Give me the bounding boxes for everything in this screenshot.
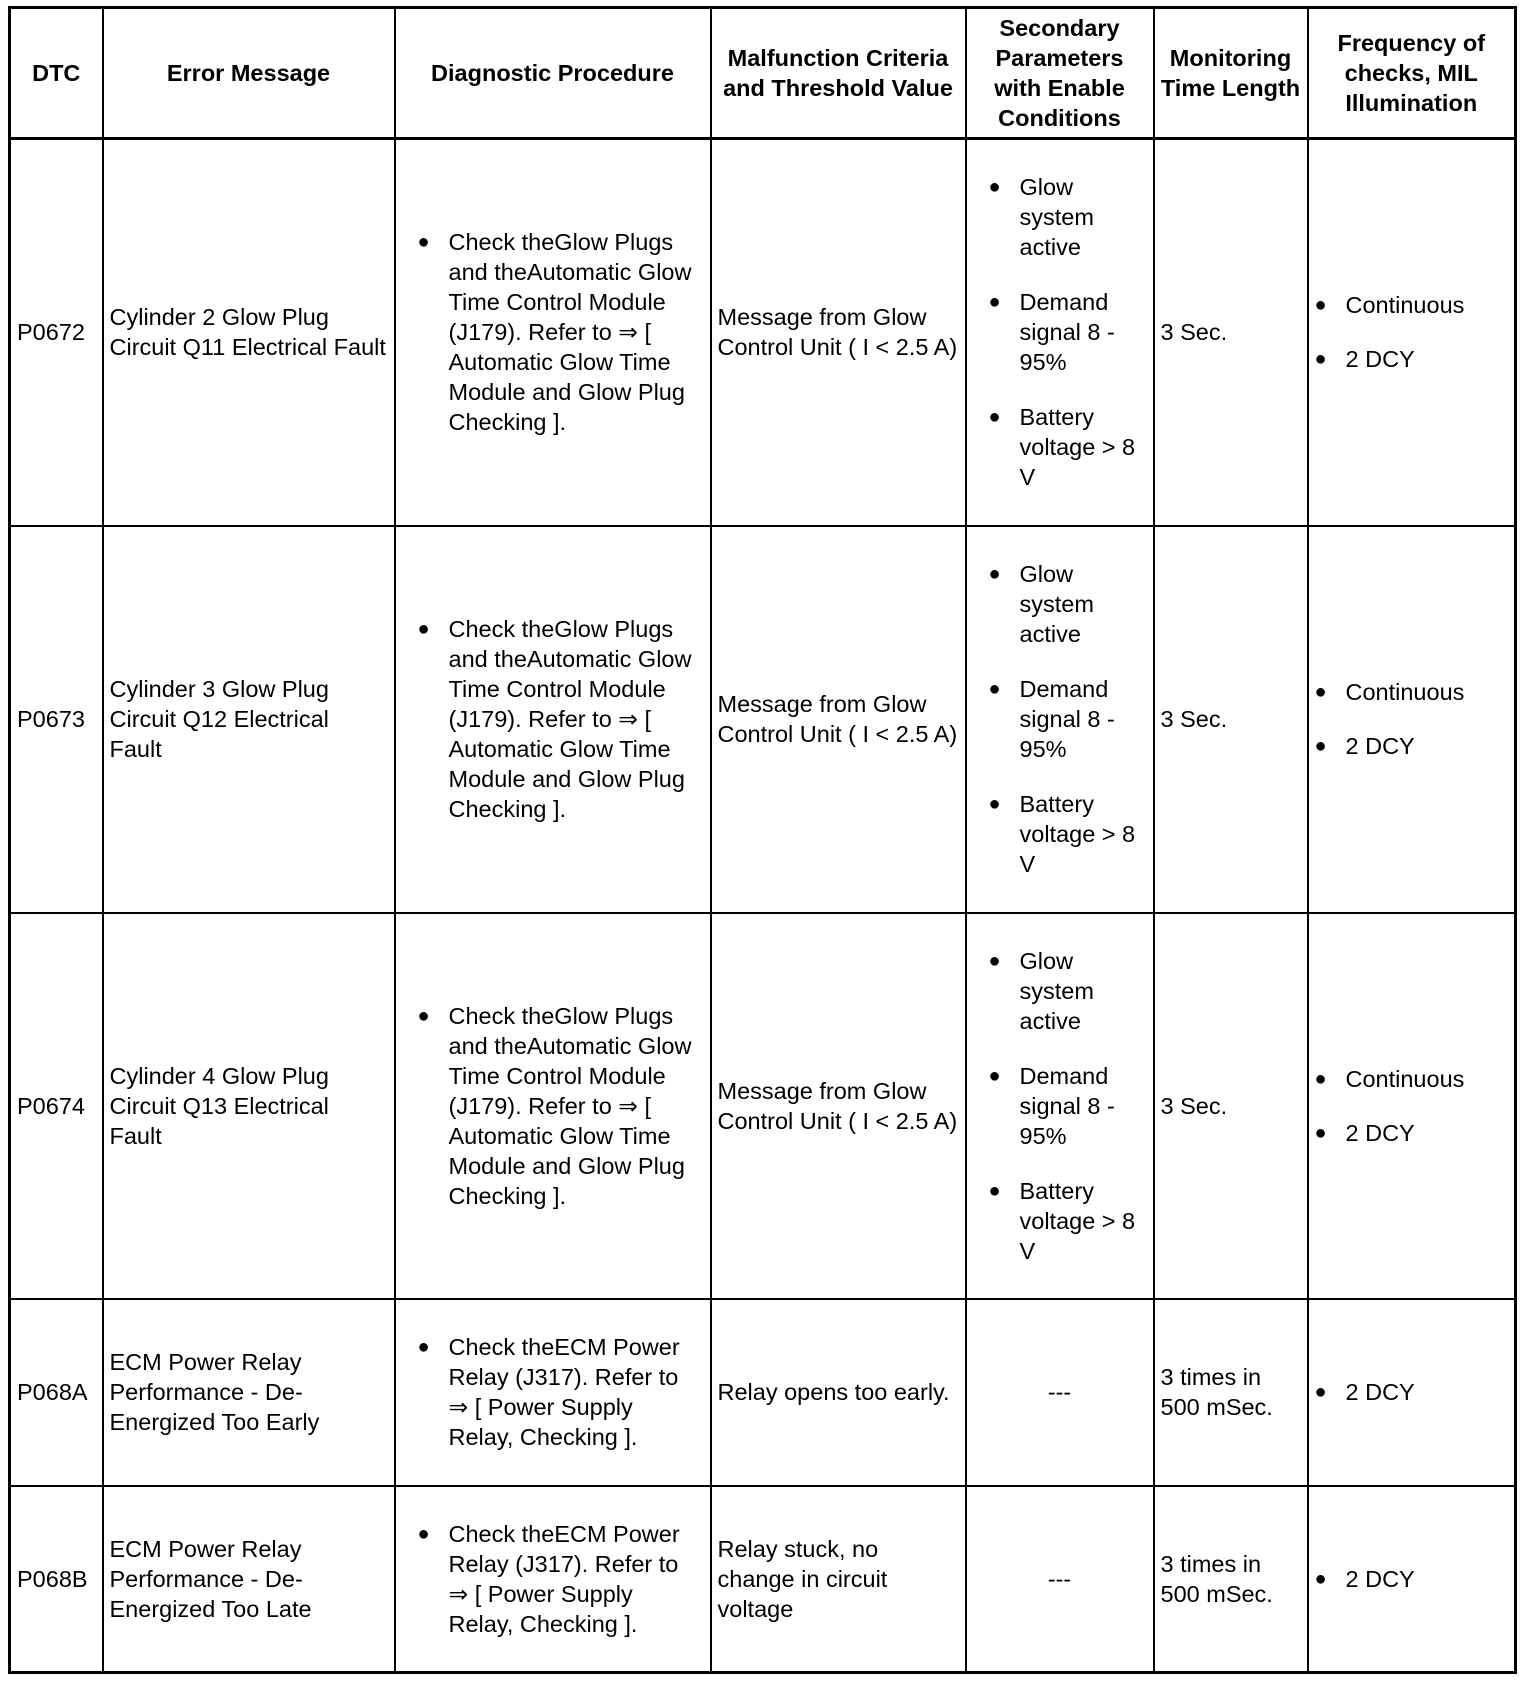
dtc-code: P0673 bbox=[10, 526, 103, 913]
header-malfunction-criteria: Malfunction Criteria and Threshold Value bbox=[711, 8, 966, 139]
secondary-item: ● Demand signal 8 - 95% bbox=[989, 287, 1147, 377]
diagnostic-procedure bbox=[395, 1486, 711, 1673]
secondary-parameters bbox=[966, 139, 1154, 526]
frequency bbox=[1308, 913, 1516, 1300]
procedure-item: ● Check theGlow Plugs and theAutomatic Glow Time Control Module (J179). Refer to ⇒ [ Automatic Glow Time Module and Glow Plug Checking ]. bbox=[418, 614, 704, 824]
malfunction-criteria: Message from Glow Control Unit ( I < 2.5 A) bbox=[711, 526, 966, 913]
diagnostic-procedure bbox=[395, 526, 711, 913]
secondary-list bbox=[973, 172, 1147, 492]
monitoring-time: 3 times in 500 mSec. bbox=[1154, 1486, 1308, 1673]
procedure-list bbox=[402, 1519, 704, 1639]
table-row bbox=[10, 1486, 1516, 1673]
frequency-item: ● 2 DCY bbox=[1315, 1564, 1509, 1594]
frequency-list bbox=[1315, 290, 1509, 374]
frequency-list bbox=[1315, 1377, 1509, 1407]
procedure-item: ● Check theECM Power Relay (J317). Refer to ⇒ [ Power Supply Relay, Checking ]. bbox=[418, 1519, 704, 1639]
monitoring-time: 3 times in 500 mSec. bbox=[1154, 1299, 1308, 1485]
frequency-item: ● Continuous bbox=[1315, 1064, 1509, 1094]
dtc-code: P0674 bbox=[10, 913, 103, 1300]
frequency-item: ● 2 DCY bbox=[1315, 731, 1509, 761]
malfunction-criteria: Message from Glow Control Unit ( I < 2.5 A) bbox=[711, 913, 966, 1300]
error-message: Cylinder 4 Glow Plug Circuit Q13 Electrical Fault bbox=[103, 913, 395, 1300]
procedure-list bbox=[402, 1001, 704, 1211]
frequency bbox=[1308, 1299, 1516, 1485]
secondary-item: ● Battery voltage > 8 V bbox=[989, 789, 1147, 879]
frequency-list bbox=[1315, 1564, 1509, 1594]
header-error-message: Error Message bbox=[103, 8, 395, 139]
dtc-code: P0672 bbox=[10, 139, 103, 526]
dtc-code: P068B bbox=[10, 1486, 103, 1673]
diagnostic-procedure bbox=[395, 1299, 711, 1485]
secondary-parameters: --- bbox=[966, 1299, 1154, 1485]
secondary-item: ● Glow system active bbox=[989, 946, 1147, 1036]
procedure-item: ● Check theGlow Plugs and theAutomatic Glow Time Control Module (J179). Refer to ⇒ [ Automatic Glow Time Module and Glow Plug Checking ]. bbox=[418, 1001, 704, 1211]
procedure-list bbox=[402, 1332, 704, 1452]
procedure-list bbox=[402, 614, 704, 824]
secondary-parameters bbox=[966, 526, 1154, 913]
monitoring-time: 3 Sec. bbox=[1154, 139, 1308, 526]
table-row bbox=[10, 139, 1516, 526]
malfunction-criteria: Relay opens too early. bbox=[711, 1299, 966, 1485]
frequency-item: ● Continuous bbox=[1315, 290, 1509, 320]
frequency bbox=[1308, 526, 1516, 913]
malfunction-criteria: Message from Glow Control Unit ( I < 2.5 A) bbox=[711, 139, 966, 526]
header-secondary-parameters: Secondary Parameters with Enable Conditions bbox=[966, 8, 1154, 139]
table-row bbox=[10, 526, 1516, 913]
frequency-list bbox=[1315, 1064, 1509, 1148]
header-dtc: DTC bbox=[10, 8, 103, 139]
frequency-item: ● 2 DCY bbox=[1315, 1377, 1509, 1407]
frequency bbox=[1308, 1486, 1516, 1673]
procedure-list bbox=[402, 227, 704, 437]
frequency bbox=[1308, 139, 1516, 526]
monitoring-time: 3 Sec. bbox=[1154, 913, 1308, 1300]
error-message: ECM Power Relay Performance - De-Energized Too Late bbox=[103, 1486, 395, 1673]
monitoring-time: 3 Sec. bbox=[1154, 526, 1308, 913]
diagnostic-procedure bbox=[395, 913, 711, 1300]
error-message: ECM Power Relay Performance - De-Energized Too Early bbox=[103, 1299, 395, 1485]
procedure-item: ● Check theGlow Plugs and theAutomatic Glow Time Control Module (J179). Refer to ⇒ [ Automatic Glow Time Module and Glow Plug Checking ]. bbox=[418, 227, 704, 437]
frequency-item: ● 2 DCY bbox=[1315, 1118, 1509, 1148]
secondary-item: ● Battery voltage > 8 V bbox=[989, 402, 1147, 492]
header-row bbox=[10, 8, 1516, 139]
secondary-parameters: --- bbox=[966, 1486, 1154, 1673]
error-message: Cylinder 3 Glow Plug Circuit Q12 Electrical Fault bbox=[103, 526, 395, 913]
frequency-item: ● 2 DCY bbox=[1315, 344, 1509, 374]
frequency-item: ● Continuous bbox=[1315, 677, 1509, 707]
secondary-parameters bbox=[966, 913, 1154, 1300]
secondary-list bbox=[973, 559, 1147, 879]
table-row bbox=[10, 1299, 1516, 1485]
procedure-item: ● Check theECM Power Relay (J317). Refer to ⇒ [ Power Supply Relay, Checking ]. bbox=[418, 1332, 704, 1452]
dtc-table bbox=[8, 6, 1517, 1674]
secondary-item: ● Demand signal 8 - 95% bbox=[989, 1061, 1147, 1151]
diagnostic-procedure bbox=[395, 139, 711, 526]
secondary-item: ● Demand signal 8 - 95% bbox=[989, 674, 1147, 764]
header-frequency: Frequency of checks, MIL Illumination bbox=[1308, 8, 1516, 139]
secondary-item: ● Battery voltage > 8 V bbox=[989, 1176, 1147, 1266]
header-diagnostic-procedure: Diagnostic Procedure bbox=[395, 8, 711, 139]
error-message: Cylinder 2 Glow Plug Circuit Q11 Electrical Fault bbox=[103, 139, 395, 526]
table-row bbox=[10, 913, 1516, 1300]
frequency-list bbox=[1315, 677, 1509, 761]
secondary-item: ● Glow system active bbox=[989, 559, 1147, 649]
malfunction-criteria: Relay stuck, no change in circuit voltage bbox=[711, 1486, 966, 1673]
secondary-list bbox=[973, 946, 1147, 1266]
dtc-code: P068A bbox=[10, 1299, 103, 1485]
secondary-item: ● Glow system active bbox=[989, 172, 1147, 262]
header-monitoring-time: Monitoring Time Length bbox=[1154, 8, 1308, 139]
